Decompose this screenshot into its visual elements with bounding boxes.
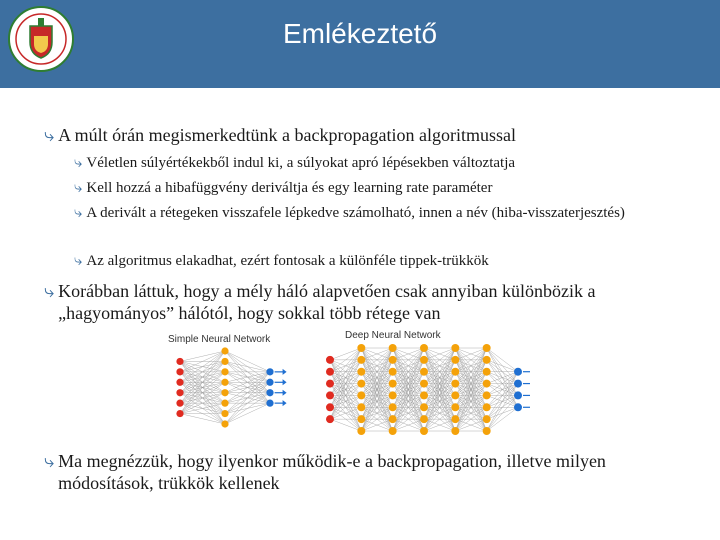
title-bar: [0, 0, 720, 88]
deep-network-label: Deep Neural Network: [345, 330, 441, 341]
hidden-node: [420, 403, 428, 411]
hidden-node: [420, 427, 428, 435]
input-node: [176, 410, 183, 417]
bullet-text: Korábban láttuk, hogy a mély háló alapvetően csak annyiban különbözik a „hagyományos” hálótól, hogy sokkal több rétege van: [58, 281, 596, 323]
output-node: [514, 380, 522, 388]
hidden-node: [451, 415, 459, 423]
sub-bullet-tricks: [74, 251, 674, 271]
hidden-node: [420, 391, 428, 399]
hidden-node: [389, 403, 397, 411]
connection-edge: [330, 348, 361, 407]
input-node: [176, 358, 183, 365]
hidden-node: [221, 368, 228, 375]
input-node: [176, 400, 183, 407]
hidden-node: [357, 403, 365, 411]
hidden-node: [389, 427, 397, 435]
hidden-node: [221, 379, 228, 386]
hidden-node: [221, 389, 228, 396]
hidden-node: [451, 403, 459, 411]
hidden-node: [389, 356, 397, 364]
connection-edge: [225, 403, 270, 424]
hidden-node: [483, 391, 491, 399]
bullet-marker-icon: ⤷: [44, 281, 55, 301]
input-node: [176, 379, 183, 386]
hidden-node: [357, 427, 365, 435]
connection-edge: [225, 351, 270, 372]
hidden-node: [221, 420, 228, 427]
hidden-node: [389, 368, 397, 376]
bullet-marker-icon: ⤷: [74, 155, 83, 171]
bullet-marker-icon: ⤷: [74, 205, 83, 221]
hidden-node: [389, 344, 397, 352]
input-node: [326, 380, 334, 388]
hidden-node: [451, 344, 459, 352]
hidden-node: [389, 380, 397, 388]
sub-bullet-random-weights: [74, 153, 674, 173]
connection-edge: [330, 419, 361, 431]
input-node: [176, 389, 183, 396]
connection-edge: [330, 348, 361, 360]
bullet-text: Ma megnézzük, hogy ilyenkor működik-e a backpropagation, illetve milyen módosítások, trükkök kellenek: [58, 451, 606, 493]
output-node: [514, 403, 522, 411]
output-arrow-head: [283, 390, 287, 396]
bullet-deep-network: [44, 280, 684, 324]
bullet-marker-icon: ⤷: [44, 451, 55, 471]
output-node: [266, 379, 273, 386]
sub-bullet-backward: [74, 203, 634, 223]
hidden-node: [357, 368, 365, 376]
bullet-marker-icon: ⤷: [44, 125, 55, 145]
input-node: [326, 391, 334, 399]
input-node: [326, 368, 334, 376]
hidden-node: [483, 380, 491, 388]
hidden-node: [483, 427, 491, 435]
hidden-node: [420, 415, 428, 423]
hidden-node: [420, 368, 428, 376]
bullet-text: Az algoritmus elakadhat, ezért fontosak a különféle tippek-trükkök: [86, 253, 489, 269]
hidden-node: [483, 356, 491, 364]
connection-edge: [180, 414, 225, 424]
connection-edge: [487, 372, 518, 431]
output-node: [514, 391, 522, 399]
bullet-today: [44, 450, 684, 494]
simple-network-diagram: [160, 345, 290, 430]
connection-edge: [180, 351, 225, 403]
deep-network-diagram: [318, 342, 530, 437]
hidden-node: [357, 415, 365, 423]
hidden-node: [357, 356, 365, 364]
connection-edge: [225, 361, 270, 371]
output-node: [514, 368, 522, 376]
hidden-node: [357, 380, 365, 388]
hidden-node: [483, 368, 491, 376]
hidden-node: [420, 344, 428, 352]
input-node: [326, 415, 334, 423]
simple-network-label: Simple Neural Network: [168, 334, 271, 345]
output-node: [266, 368, 273, 375]
bullet-marker-icon: ⤷: [74, 180, 83, 196]
connection-edge: [180, 351, 225, 382]
input-node: [326, 356, 334, 364]
hidden-node: [483, 415, 491, 423]
hidden-node: [451, 427, 459, 435]
input-node: [326, 403, 334, 411]
hidden-node: [221, 400, 228, 407]
connection-edge: [487, 348, 518, 372]
bullet-text: Kell hozzá a hibafüggvény deriváltja és egy learning rate paraméter: [86, 180, 493, 196]
hidden-node: [389, 415, 397, 423]
hidden-node: [221, 347, 228, 354]
slide-title: Emlékeztető: [282, 18, 438, 49]
connection-edge: [487, 360, 518, 372]
hidden-node: [451, 368, 459, 376]
hidden-node: [483, 344, 491, 352]
bullet-marker-icon: ⤷: [74, 253, 83, 269]
hidden-node: [357, 344, 365, 352]
output-arrow-head: [283, 379, 287, 385]
connection-edge: [180, 351, 225, 361]
input-node: [176, 368, 183, 375]
hidden-node: [483, 403, 491, 411]
hidden-node: [451, 356, 459, 364]
bullet-text: Véletlen súlyértékekből indul ki, a súlyokat apró lépésekben változtatja: [86, 155, 516, 171]
hidden-node: [420, 380, 428, 388]
hidden-node: [420, 356, 428, 364]
connection-edge: [487, 407, 518, 431]
output-arrow-head: [283, 369, 287, 375]
connection-edge: [225, 372, 270, 424]
hidden-node: [357, 391, 365, 399]
bullet-previous-lecture: [44, 124, 684, 146]
hidden-node: [389, 391, 397, 399]
output-node: [266, 400, 273, 407]
connection-edge: [225, 393, 270, 424]
output-node: [266, 389, 273, 396]
hidden-node: [451, 380, 459, 388]
hidden-node: [451, 391, 459, 399]
connection-edge: [330, 348, 361, 384]
bullet-text: A múlt órán megismerkedtünk a backpropagation algoritmussal: [58, 125, 516, 145]
hidden-node: [221, 358, 228, 365]
output-arrow-head: [283, 400, 287, 406]
connection-edge: [487, 395, 518, 431]
sub-bullet-derivative: [74, 178, 674, 198]
hidden-node: [221, 410, 228, 417]
bullet-text: A derivált a rétegeken visszafele lépkedve számolható, innen a név (hiba-visszaterjesztés): [86, 205, 625, 221]
